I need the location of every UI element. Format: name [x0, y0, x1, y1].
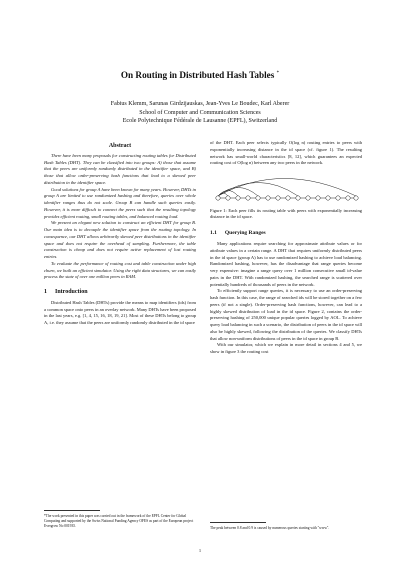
peer-node	[296, 196, 300, 200]
peer-nodes	[216, 196, 358, 200]
right-column	[210, 140, 362, 356]
peer-node	[306, 196, 310, 200]
left-footnote	[44, 510, 196, 529]
figure-caption: Figure 1: Each peer fills its routing table with peers with exponentially increasing distance in the id space.	[210, 208, 362, 220]
left-column	[44, 143, 196, 327]
affiliation-school: School of Computer and Communication Sciences	[139, 109, 261, 116]
peer-node	[354, 196, 358, 200]
routing-links	[218, 179, 356, 197]
routing-link	[218, 191, 238, 197]
page-number: 1	[198, 548, 202, 553]
subsection-heading	[210, 230, 362, 237]
footnote-text: *The work presented in this paper was carried out in the framework of the EPFL Center for Global Computing and supported by the Swiss National Funding Agency OFES as part of the European project Evergrow No 001935.	[44, 514, 194, 528]
abstract-paragraph: We present an elegant new solution to construct an efficient DHT for group B. Our main idea is to decouple the identifier space from the routing topology. In consequence, our DHT allows arbitrarily skewed peer distributions in the identifier space and does not require the overhead of sampling. Furthermore, the table construction is cheap and does not require active replacement of lost routing entries.	[44, 220, 196, 259]
peer-node	[316, 196, 320, 200]
abstract-paragraph: Good solutions for group A have been known for many years. However, DHTs in group A are limited to use randomized hashing and therefore, queries over whole identifier ranges thus do not scale. Group B can handle such queries easily. However, it is more difficult to connect the peers such that the resulting topology provides efficient routing, small routing tables, and balanced routing load.	[44, 186, 196, 219]
body-paragraph: With our simulator, which we explain in more detail in sections 4 and 5, we show in figure 3 the routing cost	[210, 342, 362, 355]
abstract	[44, 143, 196, 281]
peer-node	[276, 196, 280, 200]
routing-link	[218, 188, 258, 197]
peer-node	[336, 196, 340, 200]
affiliation-institution: Ecole Polytechnique Fédérale de Lausanne (EPFL), Switzerland	[122, 118, 278, 124]
routing-link	[218, 183, 298, 197]
figure-routing-ring	[210, 173, 362, 205]
subsection-title: Querying Ranges	[224, 230, 266, 237]
author-names: Fabius Klemm, Sarunas Girdzijauskas, Jean-Yves Le Boudec, Karl Aberer	[110, 101, 290, 107]
body-paragraph: of the DHT. Each peer selects typically O(log n) routing entries to peers with exponentially increasing distance in the id space (cf. figure 1). The resulting network has small-world characteristics [8, 12], which guarantees an expected routing cost of O(log n) between any two peers in the network.	[210, 140, 362, 166]
title-footnote-mark: *	[276, 70, 280, 76]
body-paragraph: To efficiently support range queries, it is necessary to use an order-preserving hash function. In this case, the range of searched ids will be stored together on a few peers (if not a single). Order-preserving hash functions, however, can lead to a highly skewed distribution of load in the id space. Figure 2, contains the order-preserving hashing of 250,000 unique popular queries logged by AOL. To achieve query load balancing in such a scenario, the distribution of peers in the id space will also be highly skewed, following the distribution of the queries. We classify DHTs that allow non-uniform distributions of peers in the id space in group B.	[210, 288, 362, 341]
author-block	[0, 100, 400, 126]
right-footnote	[210, 522, 362, 531]
section-number: 1	[44, 289, 47, 295]
peer-node	[216, 196, 220, 200]
title-text: On Routing in Distributed Hash Tables	[120, 70, 275, 80]
section-heading	[44, 289, 196, 296]
peer-node	[266, 196, 270, 200]
peer-node	[256, 196, 260, 200]
subsection-number: 1.1	[210, 230, 217, 237]
section-title: Introduction	[55, 289, 88, 295]
footnote-rule	[44, 510, 100, 511]
peer-node	[246, 196, 250, 200]
peer-node	[226, 196, 230, 200]
abstract-heading: Abstract	[108, 143, 132, 149]
routing-link	[218, 179, 356, 197]
footnote-rule	[210, 522, 266, 523]
peer-node	[236, 196, 240, 200]
peer-node	[286, 196, 290, 200]
abstract-paragraph: There have been many proposals for constructing routing tables for Distributed Hash Tables (DHT). They can be classified into two groups: A) those that assume that the peers are uniformly randomly distributed in the identifier space, and B) those that allow order-preserving hash functions that lead to a skewed peer distribution in the identifier space.	[44, 152, 196, 185]
body-paragraph: Distributed Hash Tables (DHTs) provide the means to map identifiers (ids) from a common space onto peers in an overlay network. Many DHTs have been proposed in the last years, e.g. [1, 4, 15, 16, 18, 19, 21]. Most of these DHTs belong to group A, i.e. they assume that the peers are uniformly randomly distributed in the id space	[44, 299, 196, 325]
paper-title	[0, 70, 400, 80]
abstract-paragraph: To evaluate the performance of routing cost and table construction under high churn, we built an efficient simulator. Using the right data structures, we can easily process the state of over one million peers in RAM.	[44, 260, 196, 280]
footnote-text: The peak between 0.8 and 0.9 is caused by numerous queries starting with "www".	[210, 526, 330, 530]
peer-node	[326, 196, 330, 200]
peer-node	[346, 196, 350, 200]
body-paragraph: Many applications require searching for approximate attribute values or for attribute values in a certain range. A DHT that requires uniformly distributed peers in the id space (group A) has to use randomized hashing to achieve load balancing. Randomized hashing, however, has the disadvantage that range queries become very expensive: imagine a range query over 1 million consecutive small id-value pairs in the DHT. With randomized hashing, the searched range is scattered over potentially hundreds of thousands of peers in the network.	[210, 241, 362, 287]
